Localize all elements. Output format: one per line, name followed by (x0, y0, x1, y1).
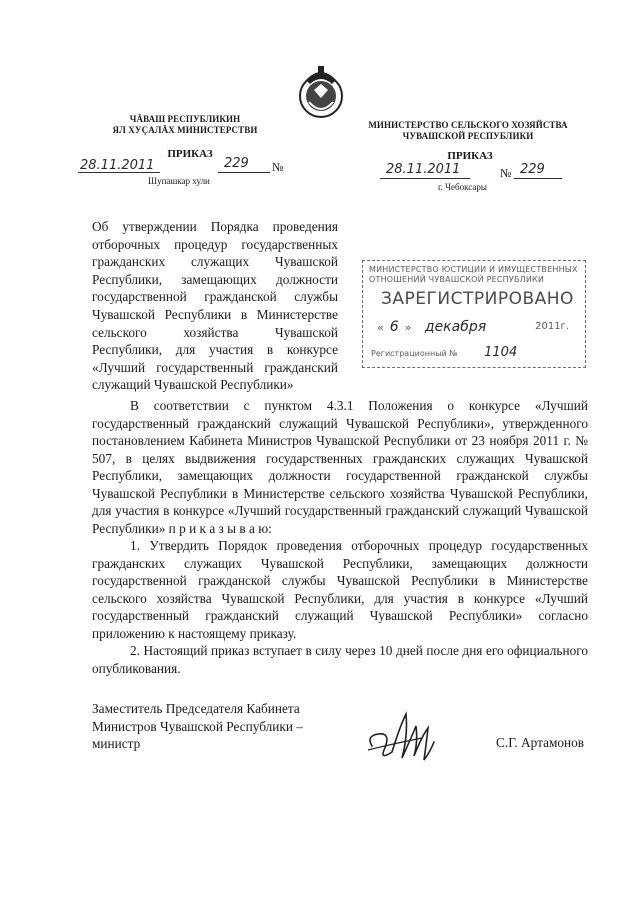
stamp-month: декабря (424, 319, 487, 335)
right-order-number: 229 (520, 162, 545, 177)
coat-of-arms-emblem (296, 60, 346, 122)
clause-1-paragraph: 1. Утвердить Порядок проведения отборочных процедур государственных гражданских служащих Чувашской Республики, замещающих должности государственной гражданской службы Чувашской Республики в Министерстве сельского хозяйства Чувашской Республики, для участия в конкурсе «Лучший государственный гражданский служащий Чувашской Республики» согласно приложению к настоящему приказу. (92, 538, 588, 641)
right-city: г. Чебоксары (438, 182, 487, 192)
left-number-line (218, 172, 270, 173)
left-city: Шупашкар хули (148, 176, 210, 186)
chuvash-ministry-header (100, 114, 270, 136)
position-line-3: министр (92, 736, 141, 751)
right-number-sign: № (500, 166, 512, 180)
position-line-1: Заместитель Председателя Кабинета (92, 701, 300, 716)
stamp-registered-title: ЗАРЕГИСТРИРОВАНО (381, 289, 574, 309)
handwritten-signature (362, 706, 442, 770)
order-subject: Об утверждении Порядка проведения отборочных процедур государственных гражданских служащих Чувашской Республики, замещающих должности государственной гражданской службы Чувашской Республики в Министерстве сельского хозяйства Чувашской Республики, для участия в конкурсе «Лучший государственный гражданский служащий Чувашской Республики» (92, 219, 338, 393)
right-date-line (380, 178, 470, 179)
stamp-year: 2011г. (535, 321, 569, 332)
stamp-reg-row (371, 345, 579, 360)
chuvash-republic-line: ЧĂВАШ РЕСПУБЛИКИН (129, 114, 241, 124)
right-number-line (514, 178, 562, 179)
stamp-relations-line: ОТНОШЕНИЙ ЧУВАШСКОЙ РЕСПУБЛИКИ (369, 275, 545, 284)
stamp-ministry-line: МИНИСТЕРСТВО ЮСТИЦИИ И ИМУЩЕСТВЕННЫХ (369, 265, 578, 274)
ministry-name-line: МИНИСТЕРСТВО СЕЛЬСКОГО ХОЗЯЙСТВА (368, 120, 568, 130)
position-line-2: Министров Чувашской Республики – (92, 718, 303, 734)
chuvash-ministry-line: ЯЛ ХУÇАЛĂХ МИНИСТЕРСТВИ (112, 125, 258, 135)
stamp-reg-number: 1104 (484, 345, 518, 360)
right-order-date: 28.11.2011 (386, 162, 461, 177)
left-number-sign: № (272, 160, 284, 174)
preamble-paragraph: В соответствии с пунктом 4.3.1 Положения о конкурсе «Лучший государственный гражданский служащий Чувашской Республики», утвержденного постановлением Кабинета Министров Чувашской Республики от 23 ноября 2011 г. № 507, в целях выдвижения государственных гражданских служащих Чувашской Республики, замещающих должности государственной гражданской службы Чувашской Республики в Министерстве сельского хозяйства Чувашской Республики, для участия в конкурсе «Лучший государственный гражданский служащий Чувашской Республики» п р и к а з ы в а ю: (92, 398, 588, 536)
republic-name-line: ЧУВАШСКОЙ РЕСПУБЛИКИ (402, 131, 534, 141)
registration-stamp (362, 260, 586, 368)
left-order-date: 28.11.2011 (80, 158, 155, 173)
order-body (92, 397, 588, 677)
signatory-position (92, 700, 303, 753)
clause-2-paragraph: 2. Настоящий приказ вступает в силу через 10 дней после дня его официального опубликования. (92, 643, 588, 676)
stamp-date-row: « 6 » декабря 2011г. (377, 319, 569, 335)
stamp-day: 6 (389, 319, 399, 335)
signatory-name: С.Г. Артамонов (496, 735, 585, 750)
left-order-label: ПРИКАЗ (167, 148, 213, 160)
stamp-reg-label: Регистрационный № (371, 349, 458, 358)
left-order-number: 229 (224, 156, 249, 171)
right-order-label: ПРИКАЗ (447, 150, 493, 162)
russian-ministry-header (368, 120, 568, 142)
